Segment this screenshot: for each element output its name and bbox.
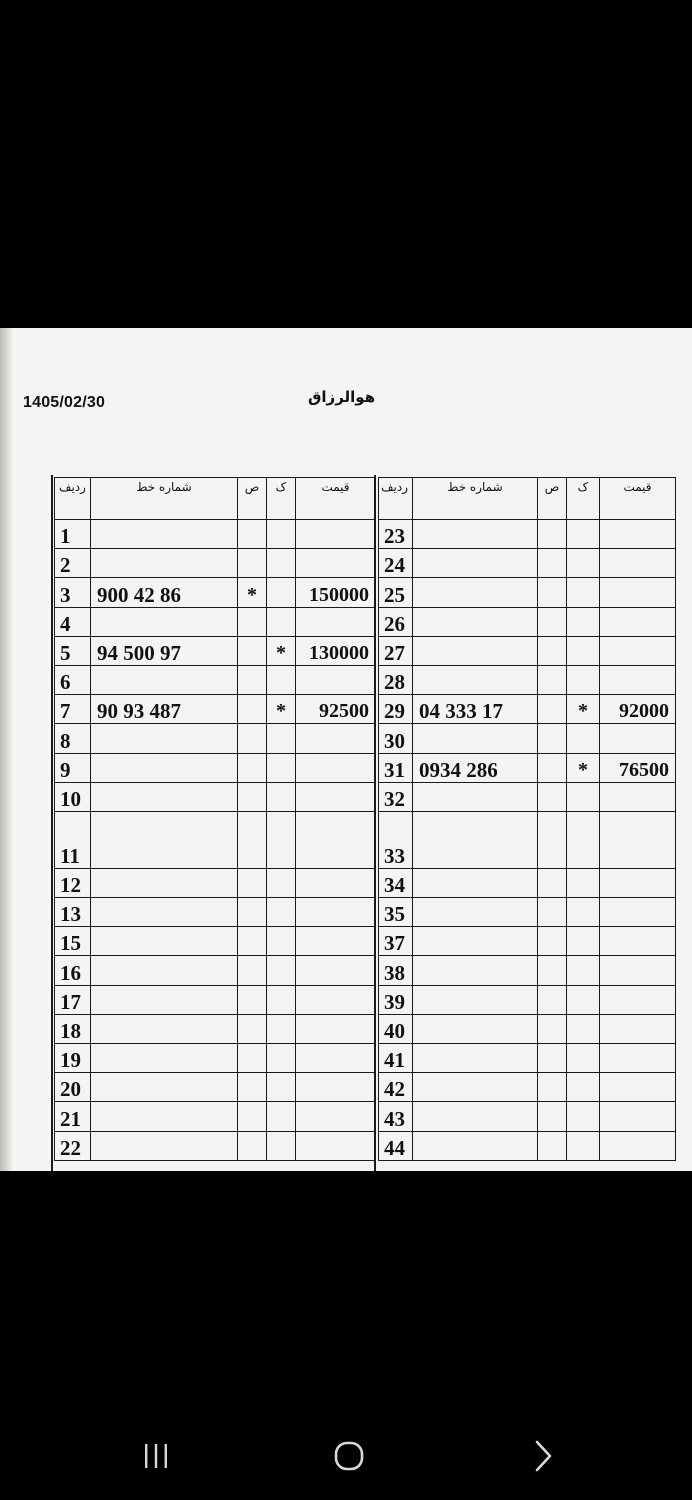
s-mark-cell [538, 695, 567, 724]
line-number-cell: 900 42 86 [91, 578, 238, 607]
price-cell [600, 927, 676, 956]
table-row [55, 811, 376, 868]
s-mark-cell [538, 607, 567, 636]
k-mark-cell [267, 898, 296, 927]
table-row [379, 607, 676, 636]
k-mark-cell [567, 1102, 600, 1131]
header-row-number: ردیف [55, 478, 91, 520]
s-mark-cell [538, 868, 567, 897]
row-number-cell: 39 [379, 985, 413, 1014]
k-mark-cell [567, 724, 600, 753]
table-row [379, 868, 676, 897]
price-cell [600, 607, 676, 636]
s-mark-cell [238, 811, 267, 868]
s-mark-cell [238, 956, 267, 985]
line-number-cell [91, 811, 238, 868]
row-number-cell: 26 [379, 607, 413, 636]
price-cell: 92500 [296, 695, 376, 724]
table-row [55, 724, 376, 753]
row-number-cell: 41 [379, 1044, 413, 1073]
s-mark-cell [538, 811, 567, 868]
price-cell [296, 985, 376, 1014]
k-mark-cell [567, 782, 600, 811]
table-row [379, 549, 676, 578]
row-number-cell: 23 [379, 520, 413, 549]
table-row [55, 695, 376, 724]
row-number-cell: 31 [379, 753, 413, 782]
k-mark-cell [267, 753, 296, 782]
table-row [379, 636, 676, 665]
line-number-cell [91, 1014, 238, 1043]
line-number-cell [91, 1102, 238, 1131]
k-mark-cell: * [267, 636, 296, 665]
s-mark-cell [538, 636, 567, 665]
header-k: ک [567, 478, 600, 520]
k-mark-cell [567, 985, 600, 1014]
line-number-cell [91, 956, 238, 985]
s-mark-cell [238, 898, 267, 927]
price-cell [296, 956, 376, 985]
price-cell [600, 1073, 676, 1102]
table-row [379, 1014, 676, 1043]
k-mark-cell [267, 1131, 296, 1160]
s-mark-cell [238, 636, 267, 665]
k-mark-cell [567, 898, 600, 927]
s-mark-cell [238, 549, 267, 578]
k-mark-cell [267, 868, 296, 897]
s-mark-cell [538, 520, 567, 549]
row-number-cell: 25 [379, 578, 413, 607]
s-mark-cell [538, 753, 567, 782]
row-number-cell: 6 [55, 665, 91, 694]
s-mark-cell [538, 549, 567, 578]
s-mark-cell [238, 695, 267, 724]
paper-edge-shadow [0, 328, 12, 1171]
k-mark-cell [267, 811, 296, 868]
recents-icon [141, 1441, 171, 1471]
price-cell: 130000 [296, 636, 376, 665]
table-row [55, 1044, 376, 1073]
line-number-cell [413, 811, 538, 868]
line-number-cell [91, 607, 238, 636]
line-number-cell [413, 665, 538, 694]
price-cell [296, 607, 376, 636]
price-cell [600, 985, 676, 1014]
table-row [379, 578, 676, 607]
s-mark-cell [238, 868, 267, 897]
table-row [55, 665, 376, 694]
price-cell [600, 811, 676, 868]
table-row [379, 753, 676, 782]
k-mark-cell [267, 578, 296, 607]
k-mark-cell [267, 782, 296, 811]
price-cell [296, 927, 376, 956]
price-cell [296, 1102, 376, 1131]
header-price: قیمت [600, 478, 676, 520]
price-cell [600, 578, 676, 607]
row-number-cell: 38 [379, 956, 413, 985]
header-price: قیمت [296, 478, 376, 520]
price-cell [600, 782, 676, 811]
row-number-cell: 9 [55, 753, 91, 782]
line-number-cell [413, 1073, 538, 1102]
line-number-cell [413, 985, 538, 1014]
k-mark-cell [567, 549, 600, 578]
k-mark-cell [267, 927, 296, 956]
s-mark-cell [538, 1131, 567, 1160]
table-row [379, 724, 676, 753]
row-number-cell: 24 [379, 549, 413, 578]
line-number-cell: 90 93 487 [91, 695, 238, 724]
line-number-cell [413, 724, 538, 753]
row-number-cell: 19 [55, 1044, 91, 1073]
row-number-cell: 33 [379, 811, 413, 868]
line-number-cell [91, 520, 238, 549]
table-row [379, 1073, 676, 1102]
table-row [55, 868, 376, 897]
row-number-cell: 43 [379, 1102, 413, 1131]
price-cell [296, 782, 376, 811]
header-row-number: ردیف [379, 478, 413, 520]
row-number-cell: 27 [379, 636, 413, 665]
price-cell [600, 1102, 676, 1131]
line-table-left [54, 477, 376, 1161]
s-mark-cell [538, 665, 567, 694]
line-number-cell [413, 1014, 538, 1043]
table-row [55, 753, 376, 782]
k-mark-cell [267, 1073, 296, 1102]
s-mark-cell [238, 927, 267, 956]
k-mark-cell [567, 578, 600, 607]
line-number-cell [91, 898, 238, 927]
row-number-cell: 37 [379, 927, 413, 956]
table-row [55, 782, 376, 811]
line-number-cell [413, 578, 538, 607]
s-mark-cell [238, 782, 267, 811]
line-number-cell: 04 333 17 [413, 695, 538, 724]
row-number-cell: 20 [55, 1073, 91, 1102]
k-mark-cell [567, 956, 600, 985]
header-line-number: شماره خط [91, 478, 238, 520]
row-number-cell: 1 [55, 520, 91, 549]
line-number-cell [413, 927, 538, 956]
row-number-cell: 18 [55, 1014, 91, 1043]
row-number-cell: 2 [55, 549, 91, 578]
line-number-cell [413, 956, 538, 985]
row-number-cell: 28 [379, 665, 413, 694]
row-number-cell: 12 [55, 868, 91, 897]
line-number-cell [91, 1131, 238, 1160]
row-number-cell: 3 [55, 578, 91, 607]
row-number-cell: 44 [379, 1131, 413, 1160]
line-number-cell [91, 724, 238, 753]
k-mark-cell: * [567, 753, 600, 782]
s-mark-cell: * [238, 578, 267, 607]
s-mark-cell [538, 724, 567, 753]
table-row [55, 636, 376, 665]
row-number-cell: 10 [55, 782, 91, 811]
price-cell: 92000 [600, 695, 676, 724]
k-mark-cell [267, 724, 296, 753]
row-number-cell: 42 [379, 1073, 413, 1102]
row-number-cell: 32 [379, 782, 413, 811]
table-row [379, 811, 676, 868]
price-cell [600, 1014, 676, 1043]
document-date: 1405/02/30 [23, 394, 106, 411]
price-cell [600, 956, 676, 985]
table-row [379, 665, 676, 694]
table-left-border [51, 475, 53, 1171]
k-mark-cell [267, 1044, 296, 1073]
price-cell [600, 549, 676, 578]
table-row [379, 898, 676, 927]
price-cell [600, 636, 676, 665]
price-cell [296, 520, 376, 549]
table-row [55, 927, 376, 956]
row-number-cell: 13 [55, 898, 91, 927]
k-mark-cell [267, 549, 296, 578]
system-navigation-bar [0, 1410, 692, 1500]
k-mark-cell [567, 1044, 600, 1073]
k-mark-cell [267, 607, 296, 636]
row-number-cell: 16 [55, 956, 91, 985]
k-mark-cell [567, 1014, 600, 1043]
line-number-cell: 0934 286 [413, 753, 538, 782]
s-mark-cell [238, 724, 267, 753]
table-row [379, 1044, 676, 1073]
s-mark-cell [238, 1102, 267, 1131]
table-row [379, 520, 676, 549]
price-cell [600, 520, 676, 549]
price-cell [296, 549, 376, 578]
s-mark-cell [238, 665, 267, 694]
s-mark-cell [238, 1044, 267, 1073]
line-number-cell [413, 636, 538, 665]
price-cell [296, 898, 376, 927]
k-mark-cell [267, 665, 296, 694]
table-row [379, 985, 676, 1014]
line-number-cell [413, 520, 538, 549]
k-mark-cell [567, 665, 600, 694]
line-number-cell [91, 665, 238, 694]
table-row [55, 578, 376, 607]
line-number-cell [413, 782, 538, 811]
s-mark-cell [238, 753, 267, 782]
price-cell [296, 1131, 376, 1160]
table-row [55, 520, 376, 549]
line-number-cell [91, 868, 238, 897]
table-row [379, 956, 676, 985]
back-button[interactable] [513, 1438, 573, 1474]
row-number-cell: 5 [55, 636, 91, 665]
header-s: ص [238, 478, 267, 520]
row-number-cell: 30 [379, 724, 413, 753]
row-number-cell: 15 [55, 927, 91, 956]
row-number-cell: 40 [379, 1014, 413, 1043]
home-button[interactable] [319, 1438, 379, 1474]
s-mark-cell [238, 985, 267, 1014]
line-number-cell [413, 1131, 538, 1160]
row-number-cell: 4 [55, 607, 91, 636]
s-mark-cell [538, 1073, 567, 1102]
line-number-cell [91, 782, 238, 811]
k-mark-cell [567, 1131, 600, 1160]
recents-button[interactable] [126, 1438, 186, 1474]
table-row [379, 1131, 676, 1160]
k-mark-cell [567, 1073, 600, 1102]
document-title: هوالرزاق [308, 388, 376, 406]
price-cell [600, 898, 676, 927]
s-mark-cell [538, 956, 567, 985]
header-line-number: شماره خط [413, 478, 538, 520]
line-table-right [378, 477, 676, 1161]
table-row [379, 927, 676, 956]
row-number-cell: 29 [379, 695, 413, 724]
line-number-cell [91, 1073, 238, 1102]
k-mark-cell: * [267, 695, 296, 724]
home-icon [332, 1439, 366, 1473]
price-cell [600, 665, 676, 694]
line-number-cell: 94 500 97 [91, 636, 238, 665]
table-row [55, 985, 376, 1014]
k-mark-cell [567, 927, 600, 956]
k-mark-cell [267, 1014, 296, 1043]
scanned-document [0, 328, 692, 1171]
row-number-cell: 11 [55, 811, 91, 868]
price-cell [296, 724, 376, 753]
table-row [55, 1014, 376, 1043]
k-mark-cell [267, 1102, 296, 1131]
row-number-cell: 35 [379, 898, 413, 927]
s-mark-cell [238, 1073, 267, 1102]
line-number-cell [91, 927, 238, 956]
header-s: ص [538, 478, 567, 520]
price-cell [600, 724, 676, 753]
table-row [379, 782, 676, 811]
table-row [55, 1073, 376, 1102]
table-row [55, 956, 376, 985]
line-number-cell [91, 1044, 238, 1073]
s-mark-cell [238, 1014, 267, 1043]
k-mark-cell [267, 985, 296, 1014]
line-number-cell [413, 1102, 538, 1131]
s-mark-cell [538, 1014, 567, 1043]
row-number-cell: 8 [55, 724, 91, 753]
s-mark-cell [238, 607, 267, 636]
row-number-cell: 17 [55, 985, 91, 1014]
price-cell [296, 811, 376, 868]
k-mark-cell [567, 636, 600, 665]
header-k: ک [267, 478, 296, 520]
k-mark-cell: * [567, 695, 600, 724]
table-row [55, 1102, 376, 1131]
k-mark-cell [567, 520, 600, 549]
s-mark-cell [538, 985, 567, 1014]
price-cell [296, 665, 376, 694]
price-cell: 150000 [296, 578, 376, 607]
price-cell [600, 868, 676, 897]
s-mark-cell [538, 898, 567, 927]
k-mark-cell [267, 520, 296, 549]
line-number-cell [91, 549, 238, 578]
s-mark-cell [538, 1102, 567, 1131]
table-row [55, 898, 376, 927]
s-mark-cell [538, 578, 567, 607]
price-cell [600, 1044, 676, 1073]
row-number-cell: 22 [55, 1131, 91, 1160]
row-number-cell: 34 [379, 868, 413, 897]
line-number-cell [413, 1044, 538, 1073]
price-cell: 76500 [600, 753, 676, 782]
line-number-cell [413, 607, 538, 636]
k-mark-cell [567, 607, 600, 636]
line-number-cell [413, 898, 538, 927]
s-mark-cell [538, 927, 567, 956]
price-cell [296, 753, 376, 782]
row-number-cell: 21 [55, 1102, 91, 1131]
price-cell [600, 1131, 676, 1160]
table-row [379, 695, 676, 724]
k-mark-cell [567, 868, 600, 897]
line-number-cell [413, 868, 538, 897]
s-mark-cell [238, 1131, 267, 1160]
row-number-cell: 7 [55, 695, 91, 724]
back-icon [528, 1439, 558, 1473]
table-row [379, 1102, 676, 1131]
price-cell [296, 868, 376, 897]
table-row [55, 1131, 376, 1160]
line-number-cell [91, 985, 238, 1014]
price-cell [296, 1014, 376, 1043]
price-cell [296, 1073, 376, 1102]
k-mark-cell [267, 956, 296, 985]
s-mark-cell [538, 1044, 567, 1073]
s-mark-cell [538, 782, 567, 811]
table-row [55, 607, 376, 636]
price-cell [296, 1044, 376, 1073]
k-mark-cell [567, 811, 600, 868]
s-mark-cell [238, 520, 267, 549]
line-number-cell [91, 753, 238, 782]
table-row [55, 549, 376, 578]
line-number-cell [413, 549, 538, 578]
